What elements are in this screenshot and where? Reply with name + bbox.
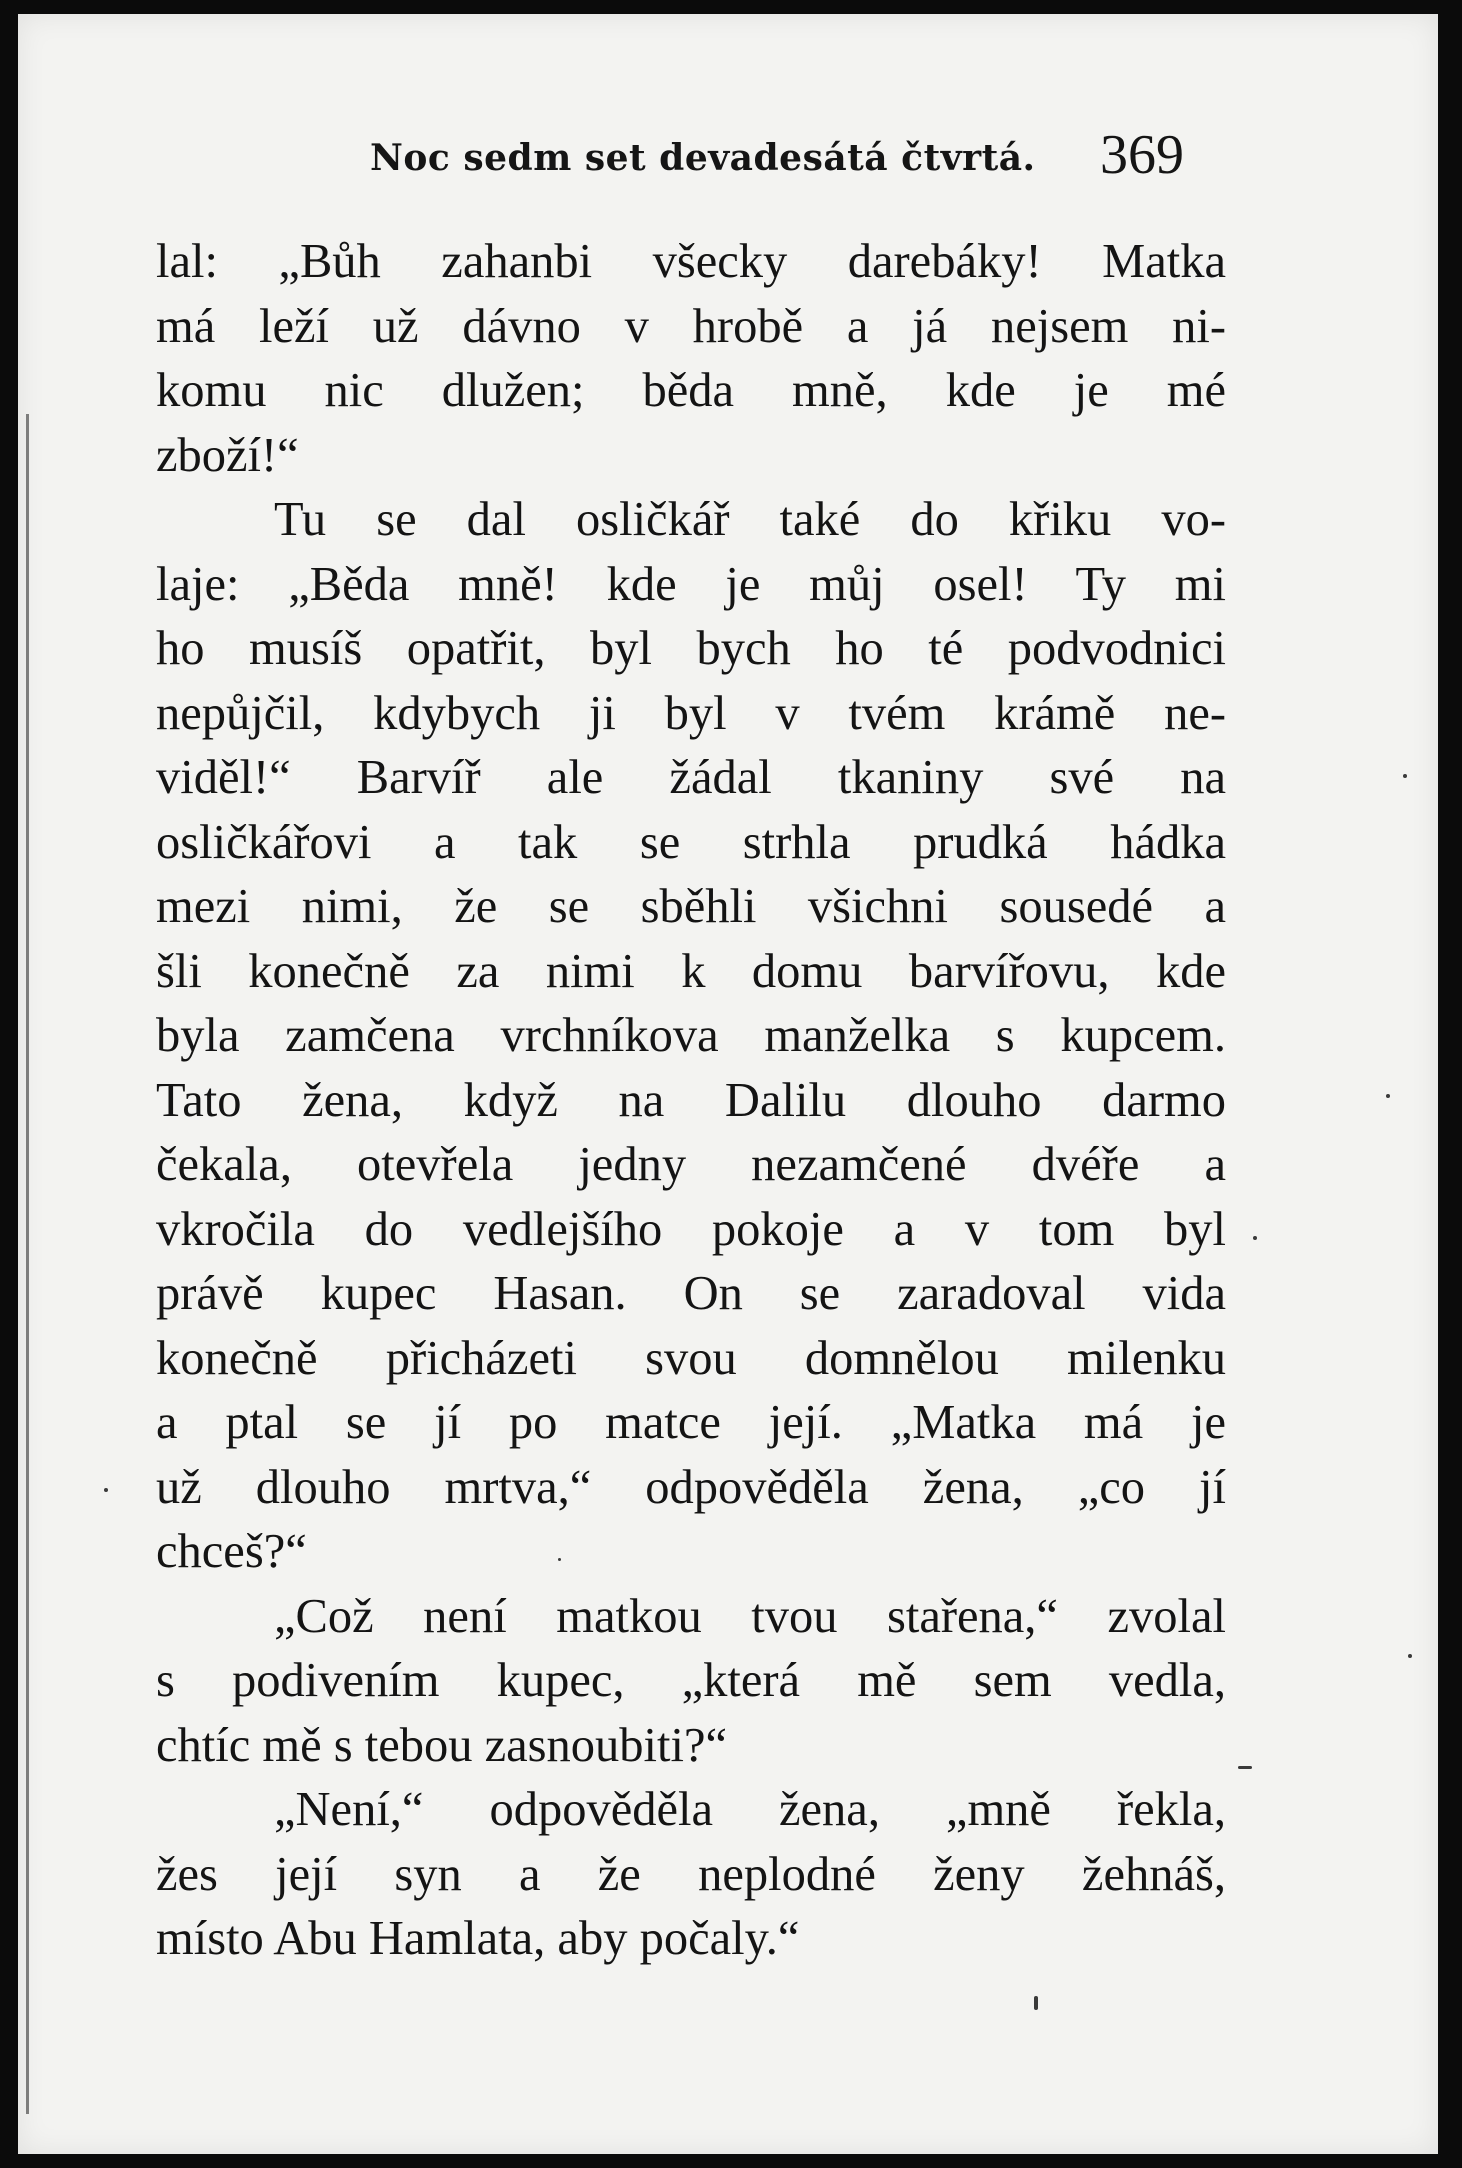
text-line: lal: „Bůh zahanbi všecky darebáky! Matka bbox=[156, 235, 1226, 288]
running-title: Noc sedm set devadesátá čtvrtá. bbox=[370, 137, 1036, 179]
text-line: žes její syn a že neplodné ženy žehnáš, bbox=[156, 1847, 1226, 1901]
text-line: a ptal se jí po matce její. „Matka má je bbox=[156, 1396, 1226, 1449]
speck bbox=[1403, 774, 1407, 778]
text-line: „Což není matkou tvou stařena,“ zvolal bbox=[274, 1589, 1226, 1643]
speck bbox=[104, 1488, 108, 1492]
page-header bbox=[18, 119, 1438, 199]
text-line: už dlouho mrtva,“ odpověděla žena, „co jí bbox=[156, 1460, 1226, 1514]
text-line: místo Abu Hamlata, aby počaly.“ bbox=[156, 1912, 800, 1965]
text-line: má leží už dávno v hrobě a já nejsem ni- bbox=[156, 299, 1226, 353]
text-line: osličkářovi a tak se strhla prudká hádka bbox=[156, 815, 1226, 869]
speck bbox=[1386, 1094, 1390, 1098]
body-text bbox=[156, 230, 1226, 1972]
page-number: 369 bbox=[1100, 124, 1184, 186]
text-line: byla zamčena vrchníkova manželka s kupcem. bbox=[156, 1009, 1226, 1062]
binding-edge bbox=[26, 414, 29, 2114]
text-line: Tu se dal osličkář také do křiku vo- bbox=[274, 493, 1226, 546]
speck bbox=[1034, 1996, 1038, 2010]
text-line: právě kupec Hasan. On se zaradoval vida bbox=[156, 1267, 1226, 1320]
text-line: laje: „Běda mně! kde je můj osel! Ty mi bbox=[156, 557, 1226, 611]
text-line: „Není,“ odpověděla žena, „mně řekla, bbox=[274, 1783, 1226, 1836]
text-line: Tato žena, když na Dalilu dlouho darmo bbox=[156, 1073, 1226, 1127]
text-line: mezi nimi, že se sběhli všichni sousedé a bbox=[156, 880, 1226, 933]
text-line: chtíc mě s tebou zasnoubiti?“ bbox=[156, 1718, 728, 1772]
speck bbox=[1253, 1236, 1257, 1240]
text-line: s podivením kupec, „která mě sem vedla, bbox=[156, 1654, 1226, 1707]
text-line: viděl!“ Barvíř ale žádal tkaniny své na bbox=[156, 751, 1226, 804]
book-page bbox=[18, 14, 1438, 2154]
text-line: ho musíš opatřit, byl bych ho té podvodnici bbox=[156, 622, 1226, 675]
text-line: konečně přicházeti svou domnělou milenku bbox=[156, 1331, 1226, 1385]
speck bbox=[1238, 1766, 1252, 1769]
text-line: čekala, otevřela jedny nezamčené dvéře a bbox=[156, 1138, 1226, 1191]
text-line: nepůjčil, kdybych ji byl v tvém krámě ne- bbox=[156, 686, 1226, 740]
text-line: zboží!“ bbox=[156, 428, 299, 482]
speck bbox=[1408, 1654, 1412, 1658]
text-line: vkročila do vedlejšího pokoje a v tom byl bbox=[156, 1202, 1226, 1256]
speck bbox=[558, 1558, 561, 1561]
text-line: chceš?“ bbox=[156, 1525, 307, 1578]
text-line: komu nic dlužen; běda mně, kde je mé bbox=[156, 364, 1226, 417]
text-line: šli konečně za nimi k domu barvířovu, kde bbox=[156, 944, 1226, 998]
